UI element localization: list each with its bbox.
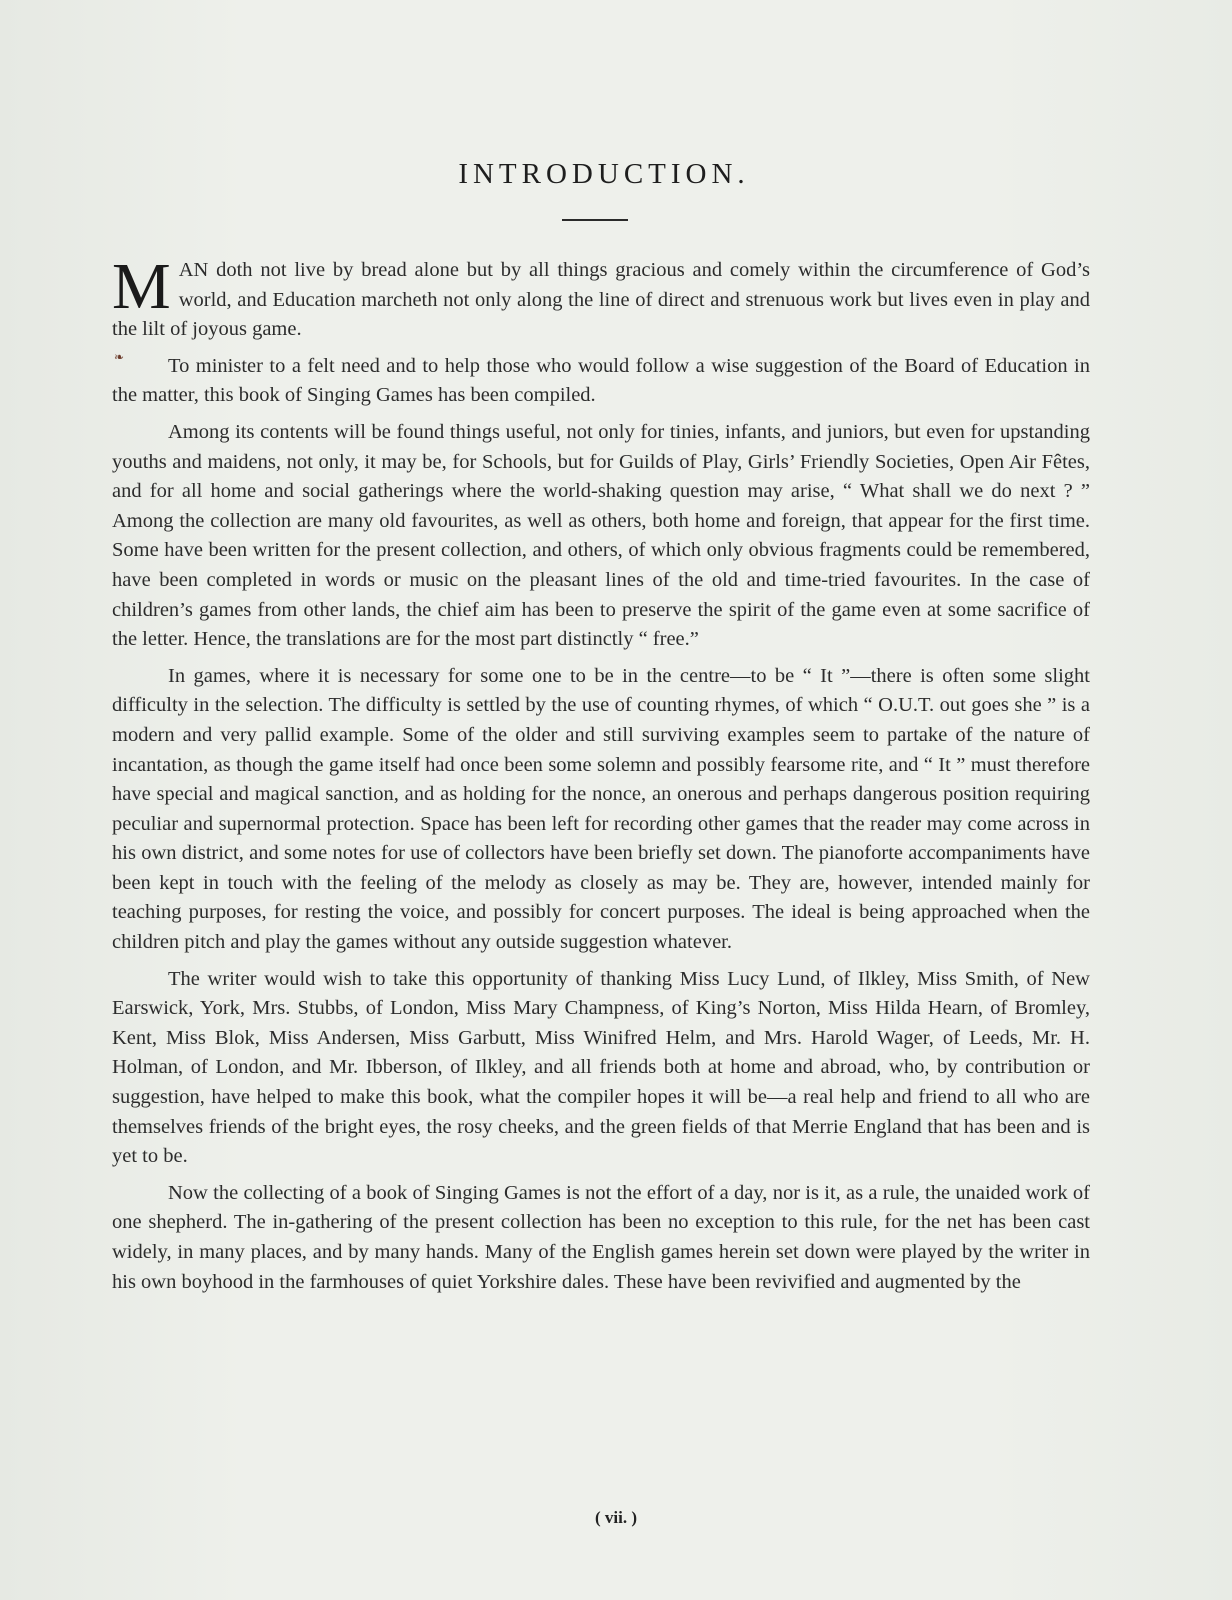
paragraph-3: Among its contents will be found things useful, not only for tinies, infants, and juniors, but even for upstanding youths and maidens, not only, it may be, for Schools, but for Guilds of Play, Girls’ Friendly Societies, Open Air Fêtes, and for all home and social gatherings where the world-shaking question may arise, “ What shall we do next ? ” Among the collection are many old favourites, as well as others, both home and foreign, that appear for the first time. Some have been written for the present collection, and others, of which only obvious fragments could be remembered, have been completed in words or music on the pleasant lines of the old and time-tried favourites. In the case of children’s games from other lands, the chief aim has been to preserve the spirit of the game even at some sacrifice of the letter. Hence, the translations are for the most part distinctly “ free.” <box>112 420 1090 651</box>
body-text <box>112 250 1090 1304</box>
paragraph-5: The writer would wish to take this opportunity of thanking Miss Lucy Lund, of Ilkley, Miss Smith, of New Earswick, York, Mrs. Stubbs, of London, Miss Mary Champness, of King’s Norton, Miss Hilda Hearn, of Bromley, Kent, Miss Blok, Miss Andersen, Miss Garbutt, Miss Winifred Helm, and Mrs. Harold Wager, of Leeds, Mr. H. Holman, of London, and Mr. Ibberson, of Ilkley, and all friends both at home and abroad, who, by contribution or suggestion, have helped to make this book, what the compiler hopes it will be—a real help and friend to all who are themselves friends of the bright eyes, the rosy cheeks, and the green fields of that Merrie England that has been and is yet to be. <box>112 967 1090 1168</box>
paragraph-4: In games, where it is necessary for some one to be in the centre—to be “ It ”—there is often some slight difficulty in the selection. The difficulty is settled by the use of counting rhymes, of which “ O.U.T. out goes she ” is a modern and very pallid example. Some of the older and still surviving examples seem to partake of the nature of incantation, as though the game itself had once been some solemn and possibly fearsome rite, and “ It ” must therefore have special and magical sanction, and as holding for the nonce, an onerous and perhaps dangerous position requiring peculiar and supernormal protection. Space has been left for recording other games that the reader may come across in his own district, and some notes for use of collectors have been briefly set down. The pianoforte accompaniments have been kept in touch with the feeling of the melody as closely as may be. They are, however, intended mainly for teaching purposes, for resting the voice, and possibly for concert purposes. The ideal is being approached when the children pitch and play the games without any outside suggestion whatever. <box>112 664 1090 954</box>
ornament-mark-icon: ❧ <box>114 350 125 364</box>
paragraph-2: To minister to a felt need and to help those who would follow a wise suggestion of the Board of Education in the matter, this book of Singing Games has been compiled. <box>112 354 1090 407</box>
paragraph-1 <box>112 250 1090 345</box>
title-rule <box>562 219 628 221</box>
page-number: ( vii. ) <box>594 1508 638 1527</box>
page-title: INTRODUCTION. <box>458 158 750 190</box>
paragraph-1-text: AN doth not live by bread alone but by all things gracious and comely within the circumference of God’s world, and Education marcheth not only along the line of direct and strenuous work but lives even in play and the lilt of joyous game. <box>112 259 1090 341</box>
paragraph-6: Now the collecting of a book of Singing Games is not the effort of a day, nor is it, as a rule, the unaided work of one shepherd. The in-gathering of the present collection has been no exception to this rule, for the net has been cast widely, in many places, and by many hands. Many of the English games herein set down were played by the writer in his own boyhood in the farmhouses of quiet Yorkshire dales. These have been revivified and augmented by the <box>112 1181 1090 1293</box>
drop-cap: M <box>112 250 171 323</box>
